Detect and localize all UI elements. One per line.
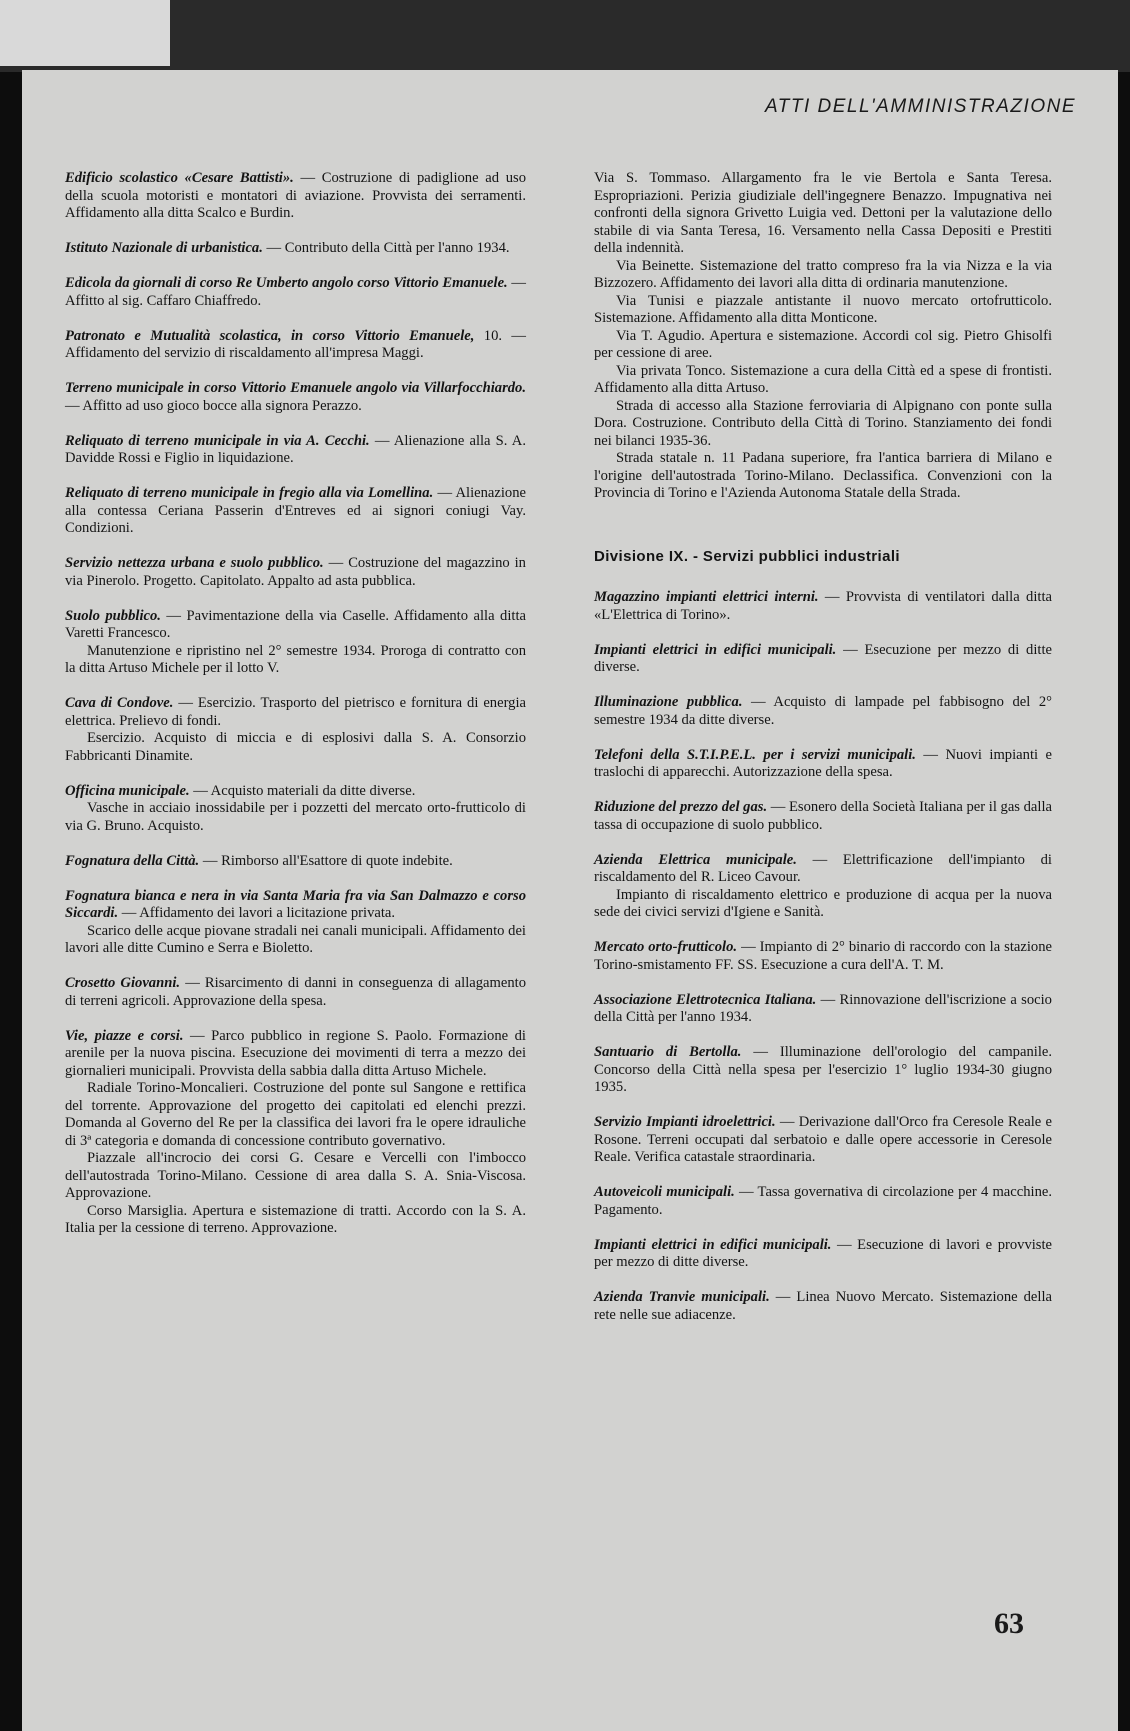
entry-text: Scarico delle acque piovane stradali nei canali municipali. Affidamento dei lavori alle ditte Cumino e Serra e Bioletto. bbox=[65, 922, 526, 956]
entry-paragraph bbox=[594, 1184, 1052, 1219]
entry-text: — Esercizio. Trasporto del pietrisco e fornitura di energia elettrica. Prelievo di fondi. bbox=[65, 695, 526, 729]
entry-text: — Affidamento dei lavori a licitazione privata. bbox=[121, 905, 396, 921]
entry-text: Radiale Torino-Moncalieri. Costruzione del ponte sul Sangone e rettifica del torrente. Approvazione del progetto dei capitolati ed elenchi prezzi. Domanda al Governo del Re per la classifica dei lavori fra le opere idrauliche di 3ª categoria e domanda di concessione contributo governativo. bbox=[65, 1080, 526, 1149]
entry bbox=[594, 939, 1052, 974]
entry-title: Associazione Elettrotecnica Italiana. bbox=[594, 991, 817, 1008]
entry bbox=[65, 853, 526, 871]
entry bbox=[65, 433, 526, 468]
entry-paragraph bbox=[594, 747, 1052, 782]
entry-paragraph bbox=[65, 800, 526, 835]
right-column-entries bbox=[594, 589, 1052, 1324]
entry-text: Esercizio. Acquisto di miccia e di esplosivi dalla S. A. Consorzio Fabbricanti Dinamite. bbox=[65, 730, 526, 764]
continuation-paragraph: Via S. Tommaso. Allargamento fra le vie Bertola e Santa Teresa. Espropriazioni. Perizia giudiziale dell'ingegnere Benazzo. Impugnativa nei confronti della signora Grivetto Luigia ved. Dettoni per la valutazione dello stabile di via Santa Teresa, 16. Versamento nella Cassa Depositi e Prestiti della indennità. bbox=[594, 170, 1052, 256]
entry-title: Edificio scolastico «Cesare Battisti». bbox=[65, 170, 294, 186]
entry bbox=[594, 1114, 1052, 1167]
continuation-paragraph: Via Tunisi e piazzale antistante il nuovo mercato ortofrutticolo. Sistemazione. Affidamento alla ditta Monticone. bbox=[594, 292, 1052, 326]
entry bbox=[594, 1184, 1052, 1219]
entry-text: — Acquisto materiali da ditte diverse. bbox=[193, 782, 416, 799]
entry-paragraph bbox=[65, 643, 526, 678]
entry-text: — Esonero della Società Italiana per il gas dalla tassa di occupazione di suolo pubblico. bbox=[594, 799, 1052, 833]
entry-text: — Derivazione dall'Orco fra Ceresole Reale e Rosone. Terreni occupati dal serbatoio e dalle opere accessorie in Ceresole Reale. Verifica catastale straordinaria. bbox=[594, 1114, 1052, 1165]
entry-paragraph bbox=[65, 170, 526, 223]
entry-title: Crosetto Giovanni. bbox=[65, 975, 181, 991]
scan-corner-glare bbox=[0, 0, 170, 66]
entry-text: — Impianto di 2° binario di raccordo con la stazione Torino-smistamento FF. SS. Esecuzione a cura dell'A. T. M. bbox=[594, 939, 1052, 973]
entry-text: — Tassa governativa di circolazione per 4 macchine. Pagamento. bbox=[594, 1184, 1053, 1218]
continuation-paragraph: Via Beinette. Sistemazione del tratto compreso fra la via Nizza e la via Bizzozero. Affidamento dei lavori alla ditta di ordinaria manutenzione. bbox=[594, 257, 1052, 291]
division-heading: Divisione IX. - Servizi pubblici industriali bbox=[594, 547, 900, 565]
entry bbox=[65, 328, 526, 363]
continuation-paragraph: Strada di accesso alla Stazione ferroviaria di Alpignano con ponte sulla Dora. Costruzione. Contributo della Città di Torino. Stanziamento dei fondi nei bilanci 1935-36. bbox=[594, 397, 1052, 449]
entry-title: Suolo pubblico. bbox=[65, 607, 161, 624]
entry bbox=[65, 275, 526, 310]
entry bbox=[65, 1028, 526, 1238]
entry-paragraph bbox=[65, 888, 526, 923]
entry-text: — Illuminazione dell'orologio del campanile. Concorso della Città nella spesa per l'esercizio 1° luglio 1934-30 giugno 1935. bbox=[594, 1044, 1052, 1095]
entry bbox=[594, 992, 1052, 1027]
entry-title: Istituto Nazionale di urbanistica. bbox=[65, 240, 263, 256]
entry-title: Riduzione del prezzo del gas. bbox=[594, 799, 768, 815]
entry-paragraph bbox=[65, 485, 526, 538]
entry-text: Manutenzione e ripristino nel 2° semestre 1934. Proroga di contratto con la ditta Artuso Michele per il lotto V. bbox=[65, 642, 526, 676]
continuation-paragraph: Via T. Agudio. Apertura e sistemazione. Accordi col sig. Pietro Ghisolfi per cessione di aree. bbox=[594, 327, 1052, 361]
entry-paragraph bbox=[65, 1150, 526, 1203]
entry-title: Patronato e Mutualità scolastica, in corso Vittorio Emanuele, bbox=[65, 327, 475, 344]
entry-paragraph bbox=[594, 1114, 1052, 1167]
entry bbox=[65, 380, 526, 415]
entry-paragraph bbox=[594, 887, 1052, 922]
entry-title: Azienda Elettrica municipale. bbox=[594, 851, 797, 868]
document-page bbox=[22, 70, 1118, 1731]
entry-paragraph bbox=[594, 642, 1052, 677]
entry-title: Reliquato di terreno municipale in fregio alla via Lomellina. bbox=[65, 485, 434, 501]
entry bbox=[65, 170, 526, 223]
entry-paragraph bbox=[594, 589, 1052, 624]
entry-title: Azienda Tranvie municipali. bbox=[594, 1289, 770, 1305]
entry-title: Impianti elettrici in edifici municipali. bbox=[594, 641, 837, 658]
entry-paragraph bbox=[65, 1080, 526, 1150]
entry-text: — Elettrificazione dell'impianto di riscaldamento del R. Liceo Cavour. bbox=[594, 851, 1052, 885]
entry-title: Illuminazione pubblica. bbox=[594, 694, 743, 710]
entry-text: — Provvista di ventilatori dalla ditta «L'Elettrica di Torino». bbox=[594, 589, 1052, 623]
entry-paragraph bbox=[65, 923, 526, 958]
entry-text: Corso Marsiglia. Apertura e sistemazione di tratti. Accordo con la S. A. Italia per la cessione di terreno. Approvazione. bbox=[65, 1202, 526, 1236]
entry-text: Piazzale all'incrocio dei corsi G. Cesare e Vercelli con l'imbocco dell'autostrada Torino-Milano. Cessione di area dalla S. A. Snia-Viscosa. Approvazione. bbox=[65, 1150, 526, 1201]
entry-paragraph bbox=[594, 694, 1052, 729]
entry-text: — Costruzione del magazzino in via Pinerolo. Progetto. Capitolato. Appalto ad asta pubblica. bbox=[65, 555, 526, 589]
entry-text: — Alienazione alla S. A. Davidde Rossi e Figlio in liquidazione. bbox=[65, 432, 526, 466]
entry bbox=[65, 485, 526, 538]
entry-paragraph bbox=[65, 555, 526, 590]
continuation-paragraph: Via privata Tonco. Sistemazione a cura della Città ed a spese di frontisti. Affidamento alla ditta Artuso. bbox=[594, 362, 1052, 396]
entry-text: — Costruzione di padiglione ad uso della scuola motoristi e montatori di aviazione. Provvista dei serramenti. Affidamento alla ditta Scalco e Burdin. bbox=[65, 170, 526, 221]
entry-text: — Rimborso all'Esattore di quote indebite. bbox=[202, 852, 453, 869]
entry-paragraph bbox=[594, 852, 1052, 887]
entry-text: — Affitto al sig. Caffaro Chiaffredo. bbox=[65, 275, 527, 309]
entry bbox=[594, 1237, 1052, 1272]
entry bbox=[65, 240, 526, 258]
entry-paragraph bbox=[594, 992, 1052, 1027]
entry bbox=[594, 1289, 1052, 1324]
entry bbox=[65, 783, 526, 836]
entry-title: Edicola da giornali di corso Re Umberto angolo corso Vittorio Emanuele. bbox=[65, 275, 508, 291]
entry-paragraph bbox=[65, 1203, 526, 1238]
entry-paragraph bbox=[594, 1044, 1052, 1097]
entry-paragraph bbox=[65, 695, 526, 730]
entry bbox=[594, 694, 1052, 729]
entry-text: 10. — Affidamento del servizio di riscaldamento all'impresa Maggi. bbox=[65, 327, 527, 361]
entry-title: Impianti elettrici in edifici municipali. bbox=[594, 1236, 832, 1253]
entry-paragraph bbox=[65, 975, 526, 1010]
entry-text: — Affitto ad uso gioco bocce alla signora Perazzo. bbox=[65, 397, 362, 414]
entry-text: — Alienazione alla contessa Ceriana Passerin d'Entreves ed ai signori coniugi Vay. Condizioni. bbox=[65, 485, 526, 536]
entry-title: Terreno municipale in corso Vittorio Emanuele angolo via Villarfocchiardo. bbox=[65, 380, 526, 396]
entry-title: Telefoni della S.T.I.P.E.L. per i servizi municipali. bbox=[594, 746, 916, 763]
entry-text: — Acquisto di lampade pel fabbisogno del 2° semestre 1934 da ditte diverse. bbox=[594, 694, 1052, 728]
entry-paragraph bbox=[65, 730, 526, 765]
entry bbox=[594, 589, 1052, 624]
entry-title: Servizio nettezza urbana e suolo pubblico. bbox=[65, 555, 324, 571]
entry bbox=[594, 799, 1052, 834]
entry bbox=[65, 975, 526, 1010]
entry-paragraph bbox=[65, 433, 526, 468]
entry-text: — Nuovi impianti e traslochi di apparecchi. Autorizzazione della spesa. bbox=[594, 746, 1052, 780]
entry-title: Magazzino impianti elettrici interni. bbox=[594, 589, 819, 605]
entry-text: — Linea Nuovo Mercato. Sistemazione della rete nelle sue adiacenze. bbox=[594, 1289, 1052, 1323]
right-column bbox=[594, 170, 1052, 1342]
continuation-paragraph: Strada statale n. 11 Padana superiore, fra l'antica barriera di Milano e l'origine dell'autostrada Torino-Milano. Declassifica. Convenzioni con la Provincia di Torino e l'Azienda Autonoma Statale della Strada. bbox=[594, 450, 1052, 501]
entry-text: — Esecuzione per mezzo di ditte diverse. bbox=[594, 641, 1052, 675]
entry-text: — Pavimentazione della via Caselle. Affidamento alla ditta Varetti Francesco. bbox=[65, 607, 526, 641]
entry-text: — Parco pubblico in regione S. Paolo. Formazione di arenile per la nuova piscina. Esecuzione dei movimenti di terra a mezzo dei giornalieri municipali. Provvista della sabbia dalla ditta Artuso Michele. bbox=[65, 1027, 526, 1079]
entry-paragraph bbox=[65, 275, 526, 310]
entry-paragraph bbox=[594, 1289, 1052, 1324]
entry-paragraph bbox=[594, 799, 1052, 834]
entry bbox=[594, 1044, 1052, 1097]
entry-text: Vasche in acciaio inossidabile per i pozzetti del mercato orto-frutticolo di via G. Bruno. Acquisto. bbox=[65, 800, 526, 834]
entry-paragraph bbox=[65, 783, 526, 801]
entry bbox=[594, 642, 1052, 677]
entry bbox=[65, 888, 526, 958]
entry-title: Reliquato di terreno municipale in via A. Cecchi. bbox=[65, 432, 370, 449]
right-column-continuation bbox=[594, 170, 1052, 503]
entry-paragraph bbox=[65, 853, 526, 871]
entry bbox=[594, 852, 1052, 922]
entry-title: Cava di Condove. bbox=[65, 695, 174, 711]
entry-paragraph bbox=[65, 608, 526, 643]
entry bbox=[65, 555, 526, 590]
entry bbox=[594, 747, 1052, 782]
entry-title: Mercato orto-frutticolo. bbox=[594, 939, 738, 955]
left-column bbox=[65, 170, 526, 1255]
entry-paragraph bbox=[594, 939, 1052, 974]
entry-paragraph bbox=[65, 240, 526, 258]
entry-title: Fognatura bianca e nera in via Santa Maria fra via San Dalmazzo e corso Siccardi. bbox=[65, 887, 526, 921]
entry-paragraph bbox=[65, 1028, 526, 1081]
entry-title: Autoveicoli municipali. bbox=[594, 1184, 735, 1200]
entry bbox=[65, 695, 526, 765]
entry-title: Fognatura della Città. bbox=[65, 852, 200, 869]
entry bbox=[65, 608, 526, 678]
page-number: 63 bbox=[994, 1607, 1024, 1640]
entry-text: — Rinnovazione dell'iscrizione a socio della Città per l'anno 1934. bbox=[594, 991, 1052, 1025]
entry-text: — Risarcimento di danni in conseguenza di allagamento di terreni agricoli. Approvazione della spesa. bbox=[65, 975, 526, 1009]
running-header: ATTI DELL'AMMINISTRAZIONE bbox=[764, 96, 1076, 117]
entry-title: Officina municipale. bbox=[65, 782, 190, 799]
entry-title: Santuario di Bertolla. bbox=[594, 1044, 742, 1060]
entry-title: Servizio Impianti idroelettrici. bbox=[594, 1114, 776, 1130]
entry-paragraph bbox=[65, 328, 526, 363]
entry-paragraph bbox=[65, 380, 526, 415]
entry-text: — Contributo della Città per l'anno 1934. bbox=[266, 240, 510, 256]
entry-paragraph bbox=[594, 1237, 1052, 1272]
entry-title: Vie, piazze e corsi. bbox=[65, 1027, 184, 1044]
entry-text: Impianto di riscaldamento elettrico e produzione di acqua per la nuova sede dei civici servizi d'Igiene e Sanità. bbox=[594, 886, 1052, 920]
entry-text: — Esecuzione di lavori e provviste per mezzo di ditte diverse. bbox=[594, 1236, 1053, 1270]
